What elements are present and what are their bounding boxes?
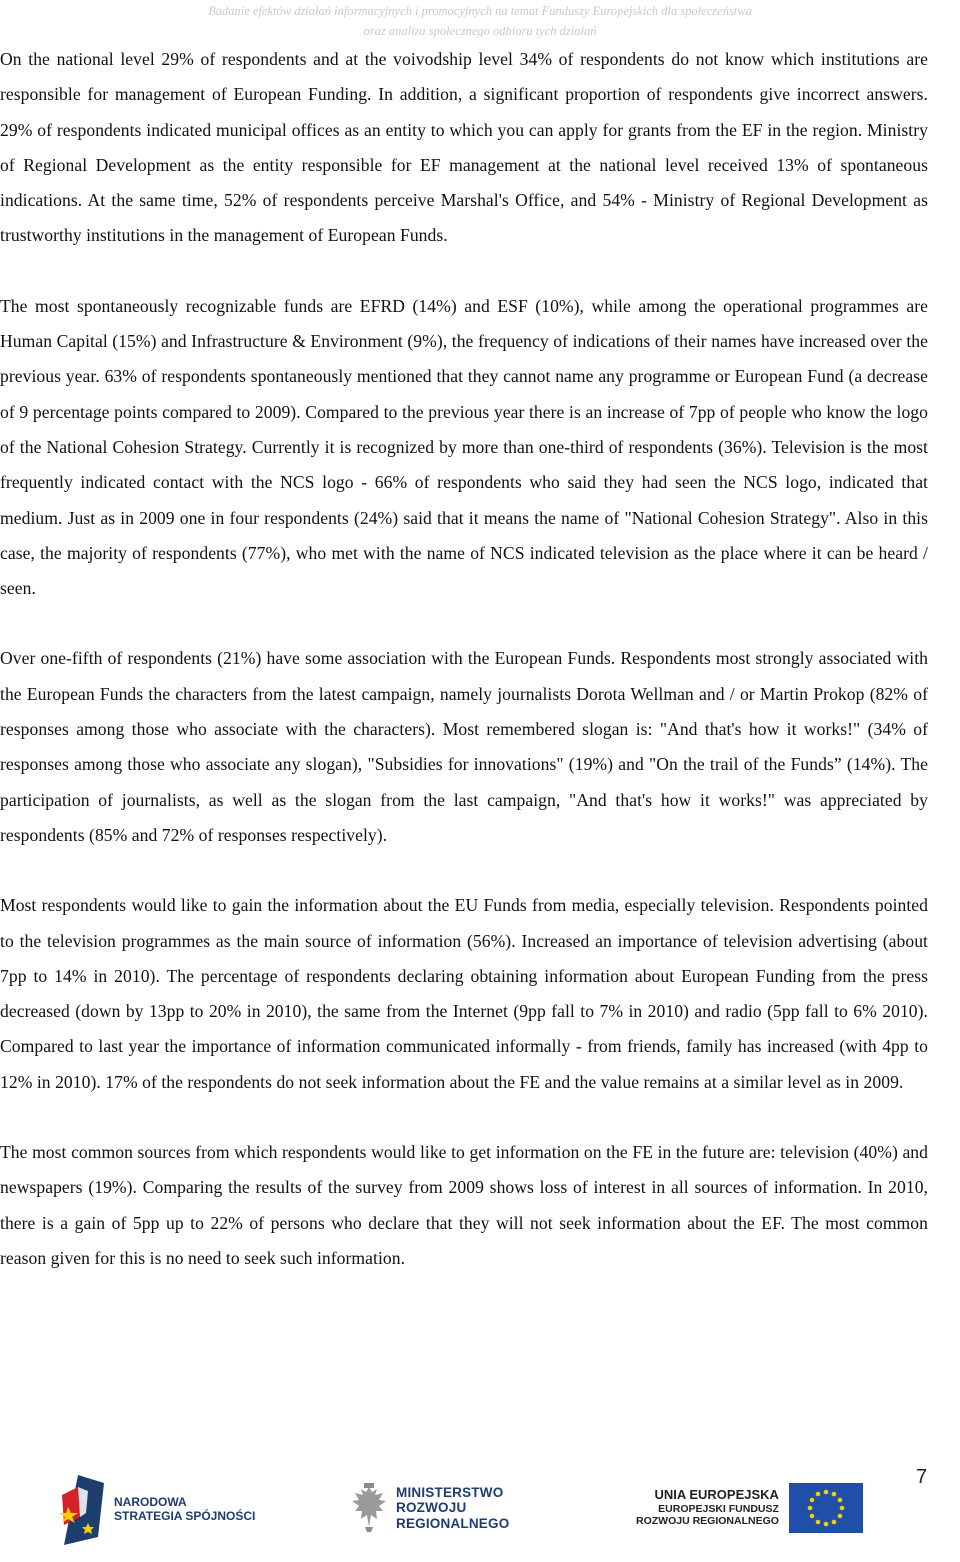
- eu-logo: [636, 1483, 863, 1533]
- header-line-2: oraz analiza społecznego odbioru tych działań: [363, 24, 597, 38]
- paragraph-future-sources: The most common sources from which respondents would like to get information on the FE in the future are: television (40%) and newspapers (19%). Comparing the results of the survey from 2009 shows loss of interest in all sources of information. In 2010, there is a gain of 5pp up to 22% of persons who declare that they will not seek information about the EF. The most common reason given for this is no need to seek such information.: [0, 1142, 928, 1268]
- eagle-emblem-icon: [350, 1483, 388, 1533]
- nss-logo-text: NARODOWA STRATEGIA SPÓJNOŚCI: [114, 1495, 256, 1523]
- eu-flag-icon: [789, 1483, 863, 1533]
- eu-logo-text: UNIA EUROPEJSKA EUROPEJSKI FUNDUSZ ROZWOJU REGIONALNEGO: [636, 1487, 779, 1528]
- mrr-logo-text: MINISTERSTWO ROZWOJU REGIONALNEGO: [396, 1484, 510, 1531]
- nss-logo: [58, 1473, 255, 1547]
- paragraph-funds-recognition: The most spontaneously recognizable funds are EFRD (14%) and ESF (10%), while among the operational programmes are Human Capital (15%) and Infrastructure & Environment (9%), the frequency of indications of their names have increased over the previous year. 63% of respondents spontaneously mentioned that they cannot name any programme or European Fund (a decrease of 9 percentage points compared to 2009). Compared to the previous year there is an increase of 7pp of people who know the logo of the National Cohesion Strategy. Currently it is recognized by more than one-third of respondents (36%). Television is the most frequently indicated contact with the NCS logo - 66% of respondents who said they had seen the NCS logo, indicated that medium. Just as in 2009 one in four respondents (24%) said that it means the name of "National Cohesion Strategy". Also in this case, the majority of respondents (77%), who met with the name of NCS indicated television as the place where it can be heard / seen.: [0, 295, 928, 599]
- page-number: 7: [916, 1466, 928, 1488]
- nss-emblem-icon: [58, 1473, 106, 1547]
- header-line-1: Badanie efektów działań informacyjnych i promocyjnych na temat Funduszy Europejskich dla społeczeństwa: [208, 4, 752, 18]
- mrr-logo: [350, 1483, 509, 1533]
- body-text: [0, 42, 928, 1276]
- paragraph-associations: Over one-fifth of respondents (21%) have some association with the European Funds. Respondents most strongly associated with the European Funds the characters from the latest campaign, namely journalists Dorota Wellman and / or Martin Prokop (82% of responses among those who associate with the characters). Most remembered slogan is: "And that's how it works!" (34% of responses among those who associate any slogan), "Subsidies for innovations" (19%) and "On the trail of the Funds” (14%). The participation of journalists, as well as the slogan from the last campaign, "And that's how it works!" was appreciated by respondents (85% and 72% of responses respectively).: [0, 648, 928, 845]
- paragraph-institutions: On the national level 29% of respondents and at the voivodship level 34% of respondents do not know which institutions are responsible for management of European Funding. In addition, a significant proportion of respondents give incorrect answers. 29% of respondents indicated municipal offices as an entity to which you can apply for grants from the EF in the region. Ministry of Regional Development as the entity responsible for EF management at the national level received 13% of spontaneous indications. At the same time, 52% of respondents perceive Marshal's Office, and 54% - Ministry of Regional Development as trustworthy institutions in the management of European Funds.: [0, 49, 928, 246]
- paragraph-information-sources: Most respondents would like to gain the information about the EU Funds from media, especially television. Respondents pointed to the television programmes as the main source of information (56%). Increased an importance of television advertising (about 7pp to 14% in 2010). The percentage of respondents declaring obtaining information about European Funding from the press decreased (down by 13pp to 20% in 2010), the same from the Internet (9pp fall to 7% in 2010) and radio (5pp fall to 6% 2010). Compared to last year the importance of information communicated informally - from friends, family has increased (with 4pp to 12% in 2010). 17% of the respondents do not seek information about the FE and the value remains at a similar level as in 2009.: [0, 895, 928, 1092]
- footer-logos: [0, 1465, 960, 1562]
- running-header: [0, 0, 960, 44]
